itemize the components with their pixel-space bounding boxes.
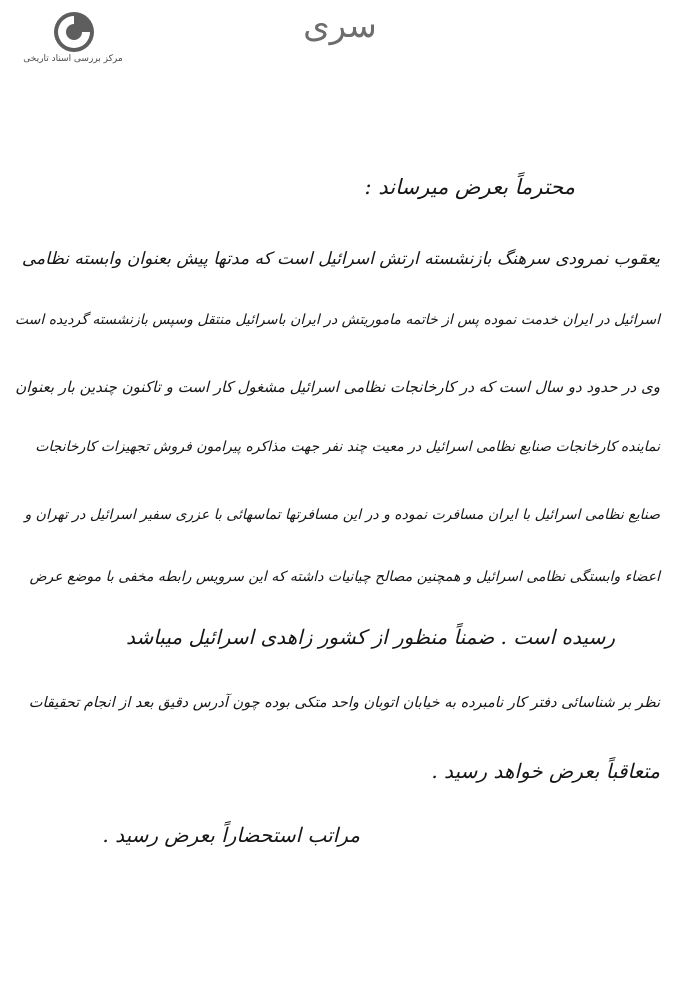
archive-emblem-icon [52, 10, 96, 54]
salutation: محترماً بعرض میرساند : [364, 175, 575, 199]
letter-line-3: وی در حدود دو سال است که در کارخانجات نظامی اسرائیل مشغول کار است و تاکنون چندین بار بعنوان [15, 378, 660, 396]
archive-logo [18, 10, 128, 70]
letter-line-4: نماینده کارخانجات صنایع نظامی اسرائیل در معیت چند نفر جهت مذاکره پیرامون فروش تجهیزات کارخانجات [35, 439, 660, 455]
closing-remark: مراتب استحضاراً بعرض رسید . [102, 823, 360, 847]
letter-line-9: متعاقباً بعرض خواهد رسید . [431, 759, 660, 783]
letter-line-5: صنایع نظامی اسرائیل با ایران مسافرت نموده و در این مسافرتها تماسهائی با عزری سفیر اسرائیل در تهران و [24, 507, 660, 523]
secret-classification-stamp: سری [303, 6, 377, 46]
letter-line-8: نظر بر شناسائی دفتر کار نامبرده به خیابان اتوبان واحد متکی بوده چون آدرس دقیق بعد از انجام تحقیقات [28, 695, 660, 711]
letter-line-1: یعقوب نمرودی سرهنگ بازنشسته ارتش اسرائیل است که مدتها پیش بعنوان وابسته نظامی [21, 249, 660, 269]
letter-line-7: رسیده است . ضمناً منظور از کشور زاهدی اسرائیل میباشد [125, 625, 615, 649]
archive-logo-text: مرکز بررسی اسناد تاریخی [23, 54, 123, 64]
letter-line-2: اسرائیل در ایران خدمت نموده پس از خاتمه ماموریتش در ایران باسرائیل منتقل وسپس بازنشسته گردیده است [14, 312, 660, 328]
letter-line-6: اعضاء وابستگی نظامی اسرائیل و همچنین مصالح چیانیات داشته که این سرویس رابطه مخفی با موضع عرض [29, 569, 660, 585]
